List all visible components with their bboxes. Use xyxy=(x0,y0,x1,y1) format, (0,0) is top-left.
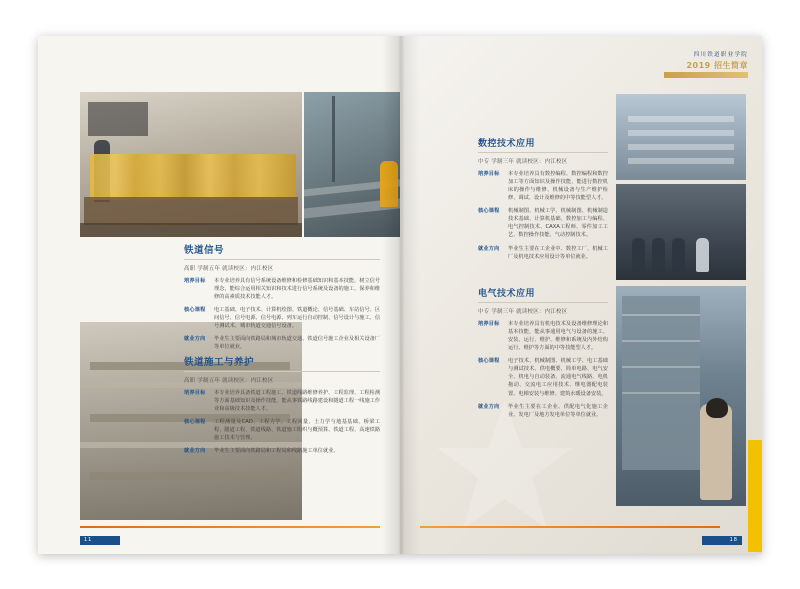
section-meta: 中专 学制三年 就读校区：内江校区 xyxy=(478,159,568,165)
sleeper-shape xyxy=(90,472,290,480)
field-row xyxy=(478,245,608,261)
railway-track-worker-photo xyxy=(304,92,400,237)
machine-shape xyxy=(696,238,709,272)
field-row xyxy=(478,320,608,352)
field-label: 核心课程 xyxy=(478,358,500,365)
field-label: 就业方向 xyxy=(184,448,206,455)
page-number-right-label: 18 xyxy=(729,537,738,543)
field-value: 本专业培养具备铁道工程施工、铁道线路维修养护、工程监理、工程检测等方面基础知识及操作技能，能从事铁路线路建设和隧道工程一线施工作业和高级技术技能人才。 xyxy=(214,390,381,413)
field-label: 核心课程 xyxy=(478,208,500,215)
divider xyxy=(184,259,380,260)
brand-bar xyxy=(664,72,748,78)
panel-line xyxy=(622,340,700,342)
page-number-right xyxy=(702,536,742,545)
field-label: 培养目标 xyxy=(184,278,206,284)
section-meta: 高职 学制五年 就读校区：内江校区 xyxy=(184,266,274,272)
field-label: 就业方向 xyxy=(478,245,500,252)
brand-line-1: 四川铁道职业学院 xyxy=(693,52,748,58)
cnc-workshop-photo xyxy=(616,184,746,280)
field-label: 就业方向 xyxy=(184,336,206,343)
field-label: 就业方向 xyxy=(478,403,500,410)
field-row xyxy=(184,335,380,351)
brochure-spread xyxy=(38,36,762,554)
field-row xyxy=(184,389,380,413)
field-row xyxy=(478,170,608,202)
window-band xyxy=(628,116,734,122)
catenary-mast-shape xyxy=(332,96,335,182)
technician-head-shape xyxy=(706,398,728,418)
field-row xyxy=(184,418,380,442)
field-row xyxy=(184,306,380,330)
field-value: 工程测量及CAD、工程力学、工程回量、土力学与地基基础、桥梁工程、隧道工程、铁道线路、铁道施工组织与概预算、铁道工程、高速铁路施工技术与管理。 xyxy=(214,419,381,442)
worker-figure xyxy=(632,238,645,272)
field-value: 电子技术、机械制图、机械工学、电工基础与测试技术、供电概要、简单电路、电气安全、机电与自动装备、流通电气线路、电机拖动、交流电工应用技术、继电器配电装置、电梯安装与维修、建筑水暖设备安装。 xyxy=(508,358,608,397)
classroom-training-photo xyxy=(80,92,302,237)
accent-rule xyxy=(420,526,720,528)
right-page xyxy=(400,36,762,554)
section-title: 电气技术应用 xyxy=(478,289,536,299)
divider xyxy=(184,371,380,372)
whiteboard-shape xyxy=(88,102,148,136)
divider xyxy=(478,302,608,303)
section-meta: 中专 学制三年 就读校区：内江校区 xyxy=(478,309,568,315)
brand-line-2: 2019 招生简章 xyxy=(686,61,748,70)
worker-figure xyxy=(672,238,685,272)
program-section-electrical xyxy=(478,286,608,424)
field-value: 毕业生主要面向铁路局和城市轨道交通、铁道信号施工企业及相关设备厂等单位就业。 xyxy=(214,336,381,351)
field-row xyxy=(184,447,380,455)
floor-shape xyxy=(80,223,302,237)
field-value: 毕业生主要在工企业中、数控工厂、机械工厂及机电技术应用设计等单位就业。 xyxy=(508,245,608,260)
program-section-railway-construction xyxy=(184,354,380,460)
field-value: 本专业培养具有信号系统设备维修和检修基础知识和基本技能，树立信号理念，能综合运用相关知识和技术进行信号系统及设备的施工、保养和维修的高素质技术技能人才。 xyxy=(214,278,381,301)
panel-line xyxy=(622,366,700,368)
divider xyxy=(478,152,608,153)
field-label: 培养目标 xyxy=(184,390,206,396)
worker-figure xyxy=(652,238,665,272)
field-label: 培养目标 xyxy=(478,171,500,177)
field-label: 核心课程 xyxy=(184,307,206,314)
section-meta: 高职 学制五年 就读校区：内江校区 xyxy=(184,378,274,384)
brand-logo xyxy=(664,50,748,78)
students-row-shape xyxy=(90,154,296,200)
left-page xyxy=(38,36,400,554)
page-number-left-label: 11 xyxy=(84,537,93,543)
field-value: 毕业生主要面向铁路局和工程局和线路施工单位就业。 xyxy=(214,448,339,455)
electrical-control-room-photo xyxy=(616,286,746,506)
field-value: 本专业培养具有数控编程、数控编程和数控加工等方面知识及操作技能，能进行数控机床的操作与维修、机械设备与生产维护检修、调试、设计及维修的中等技能型人才。 xyxy=(508,171,608,202)
field-row xyxy=(184,277,380,301)
field-label: 培养目标 xyxy=(478,321,500,327)
section-title: 铁道信号 xyxy=(184,245,225,256)
control-panel-shape xyxy=(622,296,700,470)
field-value: 本专业培养具有机电技术及设备维修理论和基本技能，能从事通用电气与设备的施工、安装、运行、维护、维修和系统及内外结构运行、维护等方面的中等技能型人才。 xyxy=(508,321,608,352)
window-band xyxy=(628,130,734,136)
section-title: 数控技术应用 xyxy=(478,139,536,149)
field-value: 电工基础、电子技术、计算机绘图、铁道概论、信号基础、车站信号、区间信号、信号电源、信号电源、列车运行自动控制、信号设计与施工、信号测试术、城市轨道交通信号设备。 xyxy=(214,307,381,330)
window-band xyxy=(628,144,734,150)
program-section-railway-signal xyxy=(184,242,380,357)
field-row xyxy=(478,403,608,419)
field-label: 核心课程 xyxy=(184,419,206,426)
worker-figure xyxy=(380,161,398,207)
field-value: 机械制图、机械工学、机械制图、机械制造技术基础、计算机基础、数控加工与编程、电气控制技术、CAXA工程师、零件加工工艺、数控操作技能、气动控制技术。 xyxy=(508,208,608,239)
accent-rule xyxy=(80,526,380,528)
field-value: 毕业生主要在工企业、供配电气化施工企业、发电厂及地方发电单位等单位就业。 xyxy=(508,403,608,418)
section-title: 铁道施工与养护 xyxy=(184,357,255,368)
window-band xyxy=(628,158,734,164)
field-row xyxy=(478,207,608,239)
campus-building-photo xyxy=(616,94,746,180)
panel-line xyxy=(622,314,700,316)
panel-line xyxy=(622,392,700,394)
page-number-left xyxy=(80,536,120,545)
desk-shape xyxy=(84,197,298,225)
field-row xyxy=(478,357,608,397)
technician-figure xyxy=(700,404,732,500)
yellow-edge-tab xyxy=(748,440,762,552)
program-section-cnc xyxy=(478,136,608,266)
